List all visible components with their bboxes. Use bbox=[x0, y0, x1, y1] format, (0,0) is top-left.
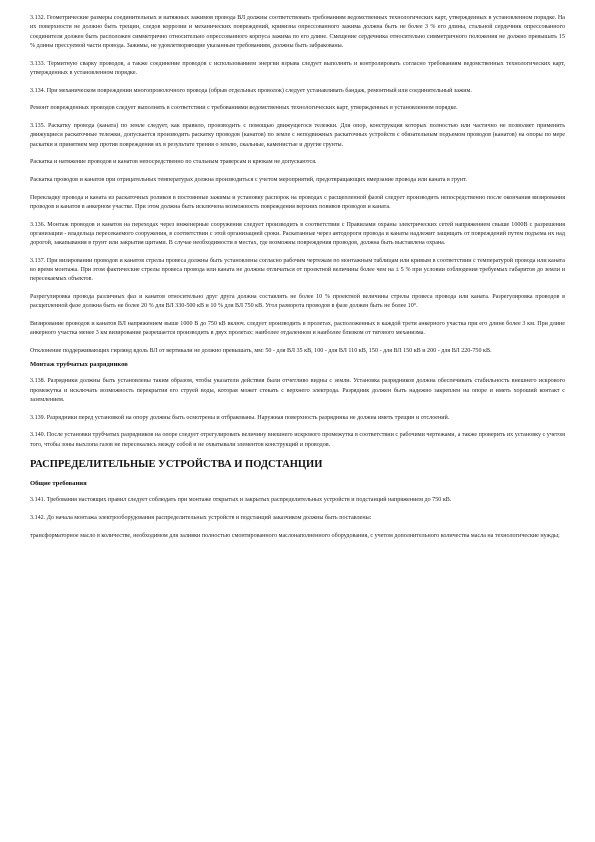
paragraph-rolling-traverses: Раскатка и натяжение проводов и канатов непосредственно по стальным траверсам и крюкам не допускаются. bbox=[30, 159, 317, 166]
paragraph-3-135: 3.135. Раскатку провода (каната) по земле следует, как правило, производить с помощью движущегося тележки. Для опор, конструкция которых полностью или частично не позволяет применить движущиеся раскаточные тележки, допускается производить раскатку проводов (канатов) по земле с неподвижных раскаточных устройств с обязательным подъемом проводов (канатов) на опоры по мере раскатки и принятием мер против повреждения их в результате трения о землю, скальные, каменистые и другие грунты. bbox=[30, 122, 565, 148]
paragraph-transfer-clamps: Перекладку провода и каната из раскаточных роликов в постоянные зажимы и установку распорок на проводах с расщепленной фазой следует производить непосредственно после окончания визирования проводов и канатов в анкерном участке. При этом должна быть исключена возможность повреждения верхних повивов проводов и каната. bbox=[30, 194, 565, 210]
paragraph-3-138: 3.138. Разрядники должны быть установлены таким образом, чтобы указатели действия были отчетливо видны с земли. Установка разрядников должна обеспечивать стабильность внешнего искрового промежутка и исключать возможность перекрытия его струей воды, которая может стекать с верхнего электрода. Разрядник должен быть надежно закреплен на опоре и иметь хороший контакт с заземлением. bbox=[30, 378, 565, 403]
paragraph-3-139: 3.139. Разрядники перед установкой на опору должны быть осмотрены и отбракованы. Наружная поверхность разрядника не должна иметь трещин и отслоений. bbox=[30, 414, 450, 421]
subheading-general-requirements: Общие требования bbox=[30, 480, 87, 488]
section-title: РАСПРЕДЕЛИТЕЛЬНЫЕ УСТРОЙСТВА И ПОДСТАНЦИИ bbox=[30, 459, 323, 471]
paragraph-3-134: 3.134. При механическом повреждении многопроволочного провода (обрыв отдельных проволок) следует устанавливать бандаж, ремонтный или соединительный зажим. bbox=[30, 87, 472, 94]
subheading-tubular-dischargers: Монтаж трубчатых разрядников bbox=[30, 361, 128, 369]
paragraph-transformer-oil: трансформаторное масло в количестве, необходимом для заливки полностью смонтированного маслонаполненного оборудования, с учетом дополнительного количества масла на технологические нужды; bbox=[30, 532, 560, 539]
paragraph-3-142: 3.142. До начала монтажа электрооборудования распределительных устройств и подстанций заказчиком должны быть поставлены: bbox=[30, 515, 372, 522]
paragraph-3-136: 3.136. Монтаж проводов и канатов на переходах через инженерные сооружения следует производить в соответствии с Правилами охраны электрических сетей напряжением свыше 1000В с разрешения организации - владельца пересекаемого сооружения, в соответствии с этой организацией сроки. Раскатанные через автодороги провода и канаты надлежит защищать от повреждений путем подъема их над дорогой, закапывания в грунт или закрытия щитами. В случае необходимости в местах, где возможны повреждения проводов, должна быть выставлена охрана. bbox=[30, 221, 565, 247]
paragraph-3-137: 3.137. При визировании проводов и канатов стрелы провеса должны быть установлены согласно рабочим чертежам по монтажным таблицам или кривым в соответствии с температурой провода или каната во время монтажа. При этом фактические стрелы провеса провода или каната не должны отличаться от проектной величины более чем на ± 5 % при условии соблюдения требуемых габаритов до земли и пересекаемых объектов. bbox=[30, 257, 565, 283]
paragraph-3-133: 3.133. Термитную сварку проводов, а также соединение проводов с использованием энергии взрыва следует выполнять и контролировать согласно требованиям ведомственных технологических карт, утвержденных в установленном порядке. bbox=[30, 60, 565, 76]
paragraph-3-140: 3.140. После установки трубчатых разрядников на опоре следует отрегулировать величину внешнего искрового промежутка в соответствии с рабочими чертежами, а также проверить их установку с учетом того, чтобы зоны выхлопа газов не пересекались между собой и не охватывали элементов конструкций и проводов. bbox=[30, 432, 565, 448]
paragraph-deregulation: Разрегулировка провода различных фаз и канатов относительно друг друга должна составлять не более 10 % проектной величины стрелы провеса провода или каната. Разрегулировка проводов в расщепленной фазе должна быть не более 20 % для ВЛ 330-500 кВ и 10 % для ВЛ 750 кВ. Угол разворота проводов в фазе должен быть не более 10°. bbox=[30, 294, 565, 310]
paragraph-3-141: 3.141. Требования настоящих правил следует соблюдать при монтаже открытых и закрытых распределительных устройств и подстанций напряжением до 750 кВ. bbox=[30, 497, 452, 504]
paragraph-garland-deviation: Отклонение поддерживающих гирлянд вдоль ВЛ от вертикали не должно превышать, мм: 50 - для ВЛ 35 кВ, 100 - для ВЛ 110 кВ, 150 - для ВЛ 150 кВ и 200 - для ВЛ 220-750 кВ. bbox=[30, 348, 492, 355]
paragraph-rolling-cold: Раскатка проводов и канатов при отрицательных температурах должна производиться с учетом мероприятий, предотвращающих вмерзание провода или каната в грунт. bbox=[30, 176, 467, 183]
paragraph-repair: Ремонт поврежденных проводов следует выполнять в соответствии с требованиями ведомственных технологических карт, утвержденных в установленном порядке. bbox=[30, 105, 458, 112]
paragraph-sighting: Визирование проводов и канатов ВЛ напряжением выше 1000 В до 750 кВ включ. следует производить в пролетах, расположенных в каждой трети анкерного участка при его длине более 3 км. При длине анкерного участка менее 3 км визирование разрешается производить в двух пролетах: наиболее отдаленном и наиболее близком от тягового механизма. bbox=[30, 321, 565, 337]
document-page bbox=[30, 14, 565, 549]
paragraph-3-132: 3.132. Геометрические размеры соединительных и натяжных зажимов провода ВЛ должны соответствовать требованиям ведомственных технологических карт, утвержденных в установленном порядке. На их поверхности не должно быть трещин, следов коррозии и механических повреждений, кривизна опрессованного зажима должна быть не более 3 % его длины, стальной сердечник опрессованного соединителя должен быть расположен симметрично относительно опрессованного корпуса зажима по его длине. Смещение сердечника относительно симметричного положения не должно превышать 15 % длины прессуемой части провода. Зажимы, не удовлетворяющие указанным требованиям, должны быть забракованы. bbox=[30, 15, 565, 49]
